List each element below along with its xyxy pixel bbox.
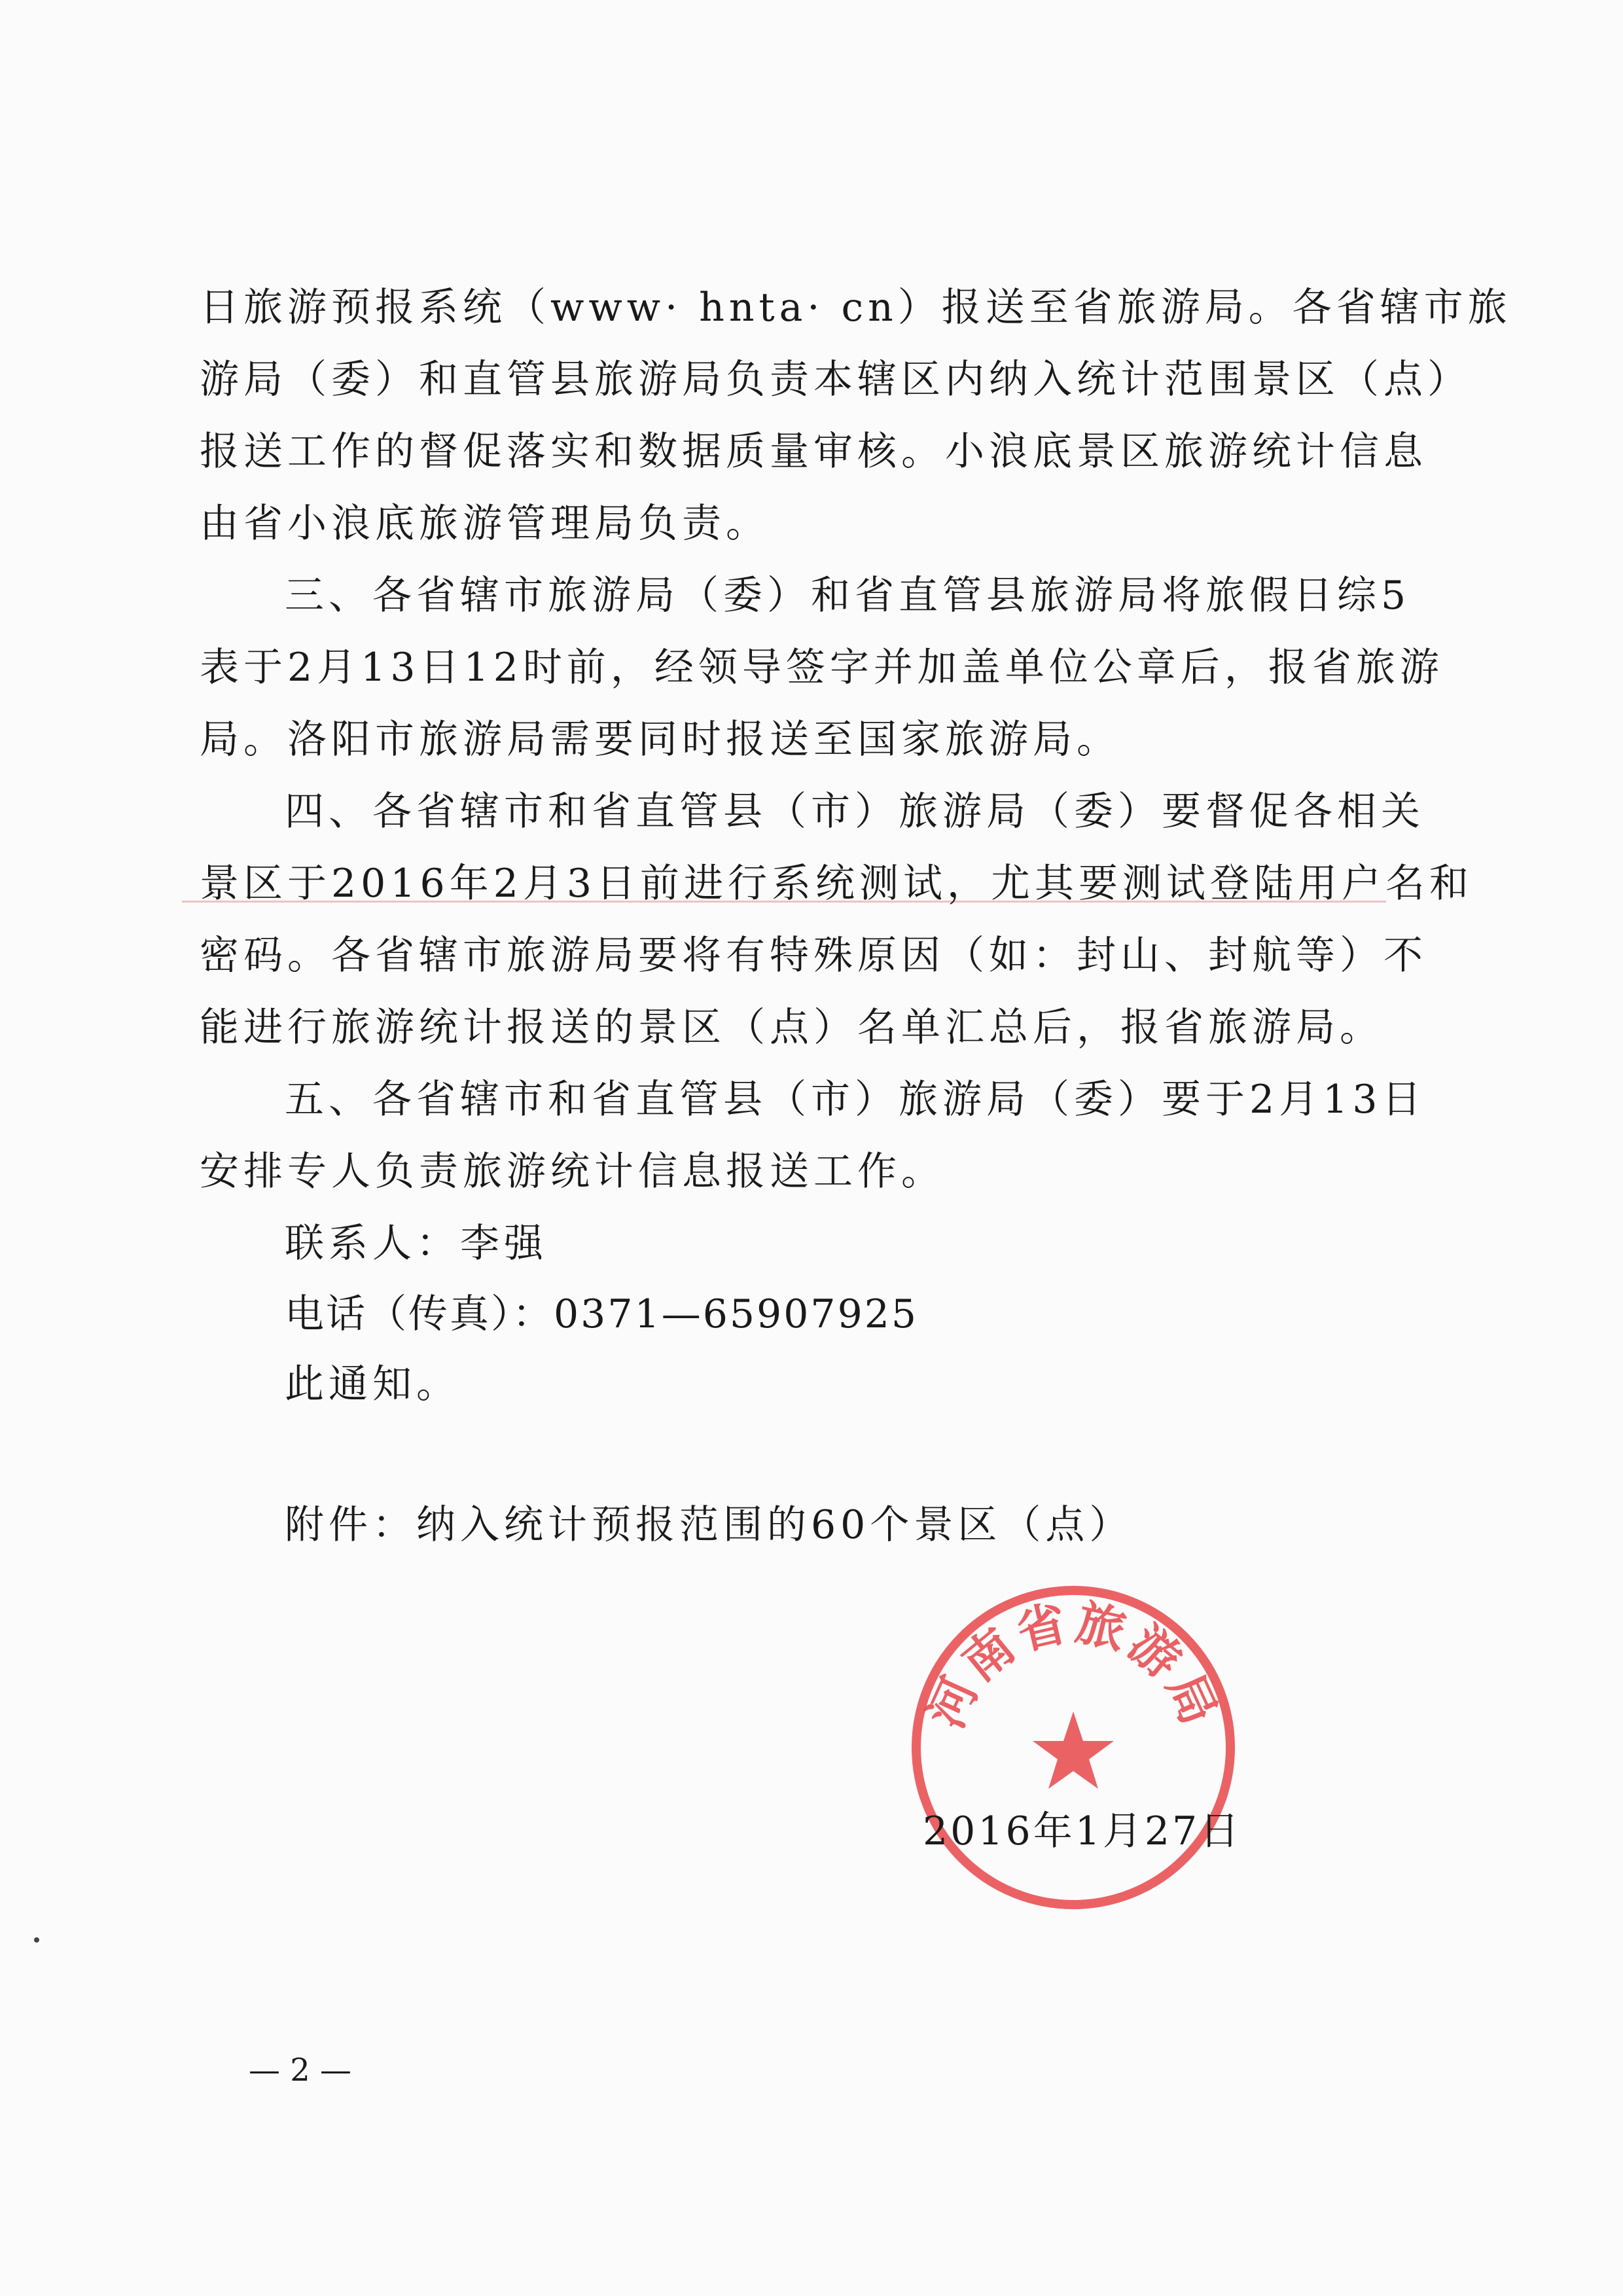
text-line: 五、各省辖市和省直管县（市）旅游局（委）要于2月13日: [285, 1077, 1426, 1122]
text-line: 表于2月13日12时前，经领导签字并加盖单位公章后，报省旅游: [200, 645, 1444, 691]
text-line: 报送工作的督促落实和数据质量审核。小浪底景区旅游统计信息: [200, 429, 1427, 475]
official-seal-stamp: [903, 1577, 1243, 1918]
page-number: — 2 —: [249, 2052, 352, 2089]
text-line: 日旅游预报系统（www· hnta· cn）报送至省旅游局。各省辖市旅: [200, 285, 1512, 331]
text-line: 三、各省辖市旅游局（委）和省直管县旅游局将旅假日综5: [285, 573, 1411, 619]
text-line: 安排专人负责旅游统计信息报送工作。: [200, 1149, 945, 1194]
contact-person: 联系人：李强: [285, 1221, 548, 1266]
contact-phone: 电话（传真）：0371—65907925: [285, 1291, 919, 1337]
document-date: 2016年1月27日: [923, 1808, 1242, 1854]
text-line: 四、各省辖市和省直管县（市）旅游局（委）要督促各相关: [285, 789, 1425, 834]
text-line: 游局（委）和直管县旅游局负责本辖区内纳入统计范围景区（点）: [200, 357, 1471, 403]
text-line: 密码。各省辖市旅游局要将有特殊原因（如：封山、封航等）不: [200, 933, 1427, 978]
text-line: 能进行旅游统计报送的景区（点）名单汇总后，报省旅游局。: [200, 1005, 1383, 1050]
text-line: 局。洛阳市旅游局需要同时报送至国家旅游局。: [200, 717, 1120, 762]
closing-text: 此通知。: [285, 1361, 460, 1407]
scan-speck: [34, 1937, 39, 1943]
text-line: 由省小浪底旅游管理局负责。: [200, 501, 770, 547]
attachment-line: 附件：纳入统计预报范围的60个景区（点）: [285, 1502, 1133, 1548]
svg-text:河南省旅游局: 河南省旅游局: [918, 1594, 1229, 1737]
text-line: 景区于2016年2月3日前进行系统测试，尤其要测试登陆用户名和: [200, 861, 1474, 906]
